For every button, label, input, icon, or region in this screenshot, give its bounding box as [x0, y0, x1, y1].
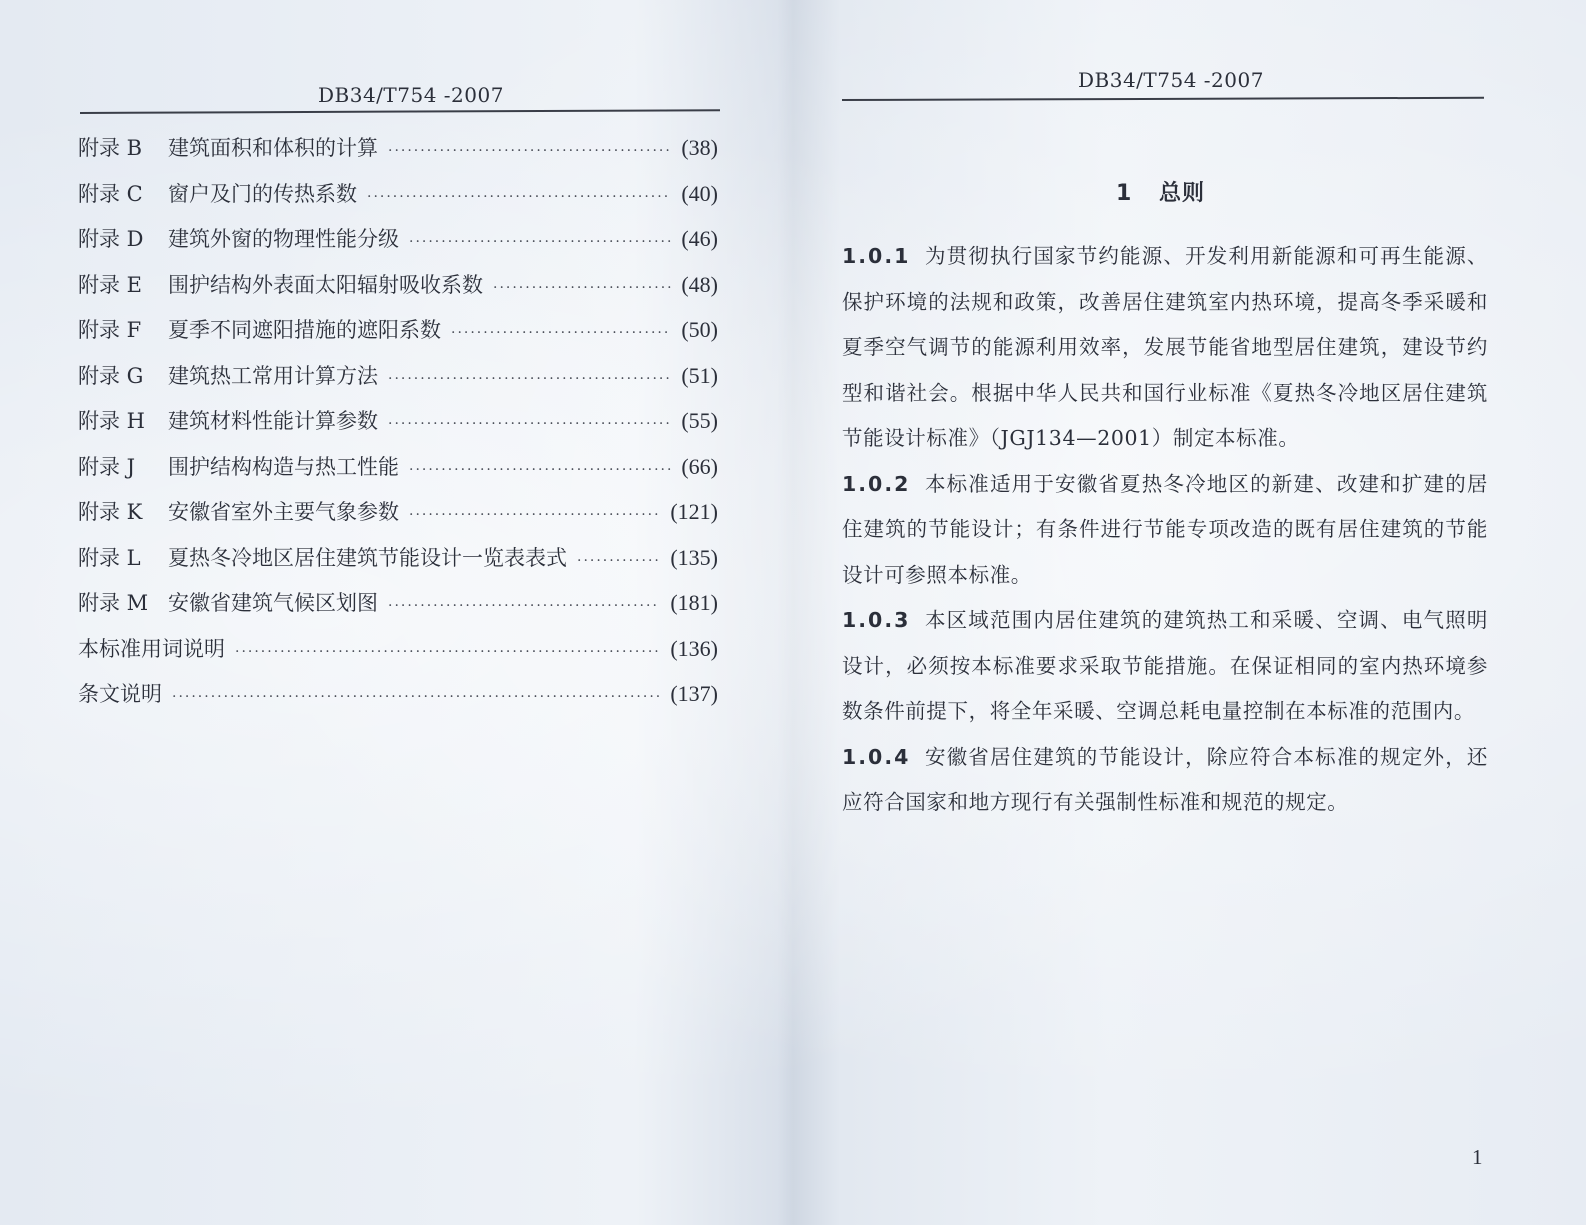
right-page	[800, 0, 1586, 1225]
table-of-contents	[78, 132, 718, 724]
toc-leader-dots	[451, 325, 671, 341]
toc-entry-key: 附录 F	[78, 318, 142, 342]
clause	[842, 598, 1488, 735]
running-head: DB34/T754 -2007	[1078, 68, 1264, 92]
toc-leader-dots	[172, 689, 660, 705]
toc-entry[interactable]	[78, 178, 718, 224]
toc-entry[interactable]	[78, 678, 718, 724]
toc-entry-title: 条文说明	[78, 682, 162, 706]
toc-entry-key: 附录 G	[78, 363, 144, 388]
toc-entry-title: 窗户及门的传热系数	[168, 181, 357, 206]
clause-text: 本标准适用于安徽省夏热冬冷地区的新建、改建和扩建的居住建筑的节能设计；有条件进行节能专项改造的既有居住建筑的节能设计可参照本标准。	[842, 471, 1488, 587]
clause-number: 1.0.3	[842, 608, 911, 632]
toc-entry-title: 本标准用词说明	[78, 636, 225, 661]
toc-entry-key: 附录 K	[78, 500, 143, 524]
toc-entry-label	[78, 314, 441, 344]
toc-entry-label	[78, 587, 378, 617]
toc-leader-dots	[388, 416, 671, 432]
clause-text: 本区域范围内居住建筑的建筑热工和采暖、空调、电气照明设计，必须按本标准要求采取节能措施。在保证相同的室内热环境参数条件前提下，将全年采暖、空调总耗电量控制在本标准的范围内。	[842, 608, 1488, 723]
header-rule	[842, 97, 1484, 101]
toc-leader-dots	[409, 234, 671, 250]
toc-entry[interactable]	[78, 451, 718, 497]
clause	[842, 462, 1488, 599]
toc-entry-page: (48)	[681, 271, 718, 297]
toc-entry-page: (55)	[681, 408, 718, 433]
toc-entry[interactable]	[78, 405, 718, 451]
toc-entry-page: (136)	[670, 635, 718, 661]
toc-entry-title: 建筑面积和体积的计算	[168, 136, 378, 160]
toc-entry-page: (51)	[681, 362, 718, 388]
clause-number: 1.0.2	[842, 471, 911, 496]
toc-leader-dots	[388, 598, 660, 614]
toc-entry-title: 夏季不同遮阳措施的遮阳系数	[168, 318, 441, 342]
toc-entry[interactable]	[78, 587, 718, 633]
toc-entry-label	[78, 678, 162, 708]
toc-entry-key: 附录 E	[78, 272, 143, 297]
toc-entry-label	[78, 496, 399, 526]
toc-entry-label	[78, 269, 483, 299]
toc-entry[interactable]	[78, 269, 718, 315]
toc-entry-title: 建筑材料性能计算参数	[168, 409, 378, 433]
toc-entry-title: 建筑外窗的物理性能分级	[168, 227, 399, 251]
toc-entry[interactable]	[78, 633, 718, 679]
clause-text: 为贯彻执行国家节约能源、开发利用新能源和可再生能源、保护环境的法规和政策，改善居住建筑室内热环境，提高冬季采暖和夏季空气调节的能源利用效率，发展节能省地型居住建筑，建设节约型和谐社会。根据中华人民共和国行业标准《夏热冬冷地区居住建筑节能设计标准》（JGJ134—2001）制定本标准。	[842, 244, 1488, 450]
clause-number: 1.0.1	[842, 244, 911, 268]
toc-entry-label	[78, 633, 225, 663]
toc-entry-label	[78, 132, 378, 162]
toc-entry-label	[78, 451, 399, 481]
toc-entry-key: 附录 H	[78, 409, 145, 433]
toc-entry-page: (40)	[681, 180, 718, 206]
toc-entry[interactable]	[78, 360, 718, 406]
toc-entry-key: 附录 B	[78, 136, 143, 160]
chapter-body	[842, 234, 1488, 826]
toc-entry-page: (135)	[670, 544, 718, 570]
clause-text: 安徽省居住建筑的节能设计，除应符合本标准的规定外，还应符合国家和地方现行有关强制性标准和规范的规定。	[842, 744, 1488, 814]
toc-entry-title: 围护结构构造与热工性能	[168, 454, 399, 479]
toc-entry-key: 附录 L	[78, 545, 141, 570]
toc-entry-page: (181)	[670, 590, 718, 615]
chapter-title: 1 总则	[1116, 181, 1205, 206]
toc-entry-label	[78, 360, 378, 390]
clause-number: 1.0.4	[842, 744, 911, 769]
toc-entry-label	[78, 542, 567, 572]
toc-entry-page: (66)	[681, 453, 718, 479]
toc-entry-title: 安徽省室外主要气象参数	[168, 500, 399, 524]
toc-entry-title: 夏热冬冷地区居住建筑节能设计一览表表式	[168, 545, 567, 570]
toc-leader-dots	[577, 553, 660, 569]
toc-leader-dots	[388, 143, 671, 159]
toc-leader-dots	[367, 189, 671, 205]
toc-entry-label	[78, 178, 357, 208]
left-page	[0, 0, 780, 1225]
header-rule	[80, 109, 720, 114]
toc-entry-title: 围护结构外表面太阳辐射吸收系数	[168, 272, 483, 297]
running-head: DB34/T754 -2007	[318, 83, 504, 107]
page-number: 1	[1472, 1145, 1483, 1169]
toc-entry-page: (38)	[681, 135, 718, 160]
toc-leader-dots	[409, 462, 671, 478]
toc-entry-key: 附录 D	[78, 227, 144, 251]
toc-entry[interactable]	[78, 542, 718, 588]
toc-entry-page: (46)	[681, 226, 718, 251]
toc-entry-page: (137)	[670, 681, 718, 706]
toc-leader-dots	[235, 644, 660, 660]
toc-entry[interactable]	[78, 314, 718, 360]
toc-entry-label	[78, 223, 399, 253]
toc-entry[interactable]	[78, 223, 718, 269]
toc-leader-dots	[493, 280, 671, 296]
toc-entry-title: 建筑热工常用计算方法	[168, 363, 378, 388]
toc-entry[interactable]	[78, 132, 718, 178]
toc-entry-label	[78, 405, 378, 435]
toc-entry-key: 附录 C	[78, 181, 143, 206]
toc-entry-key: 附录 M	[78, 591, 149, 615]
toc-entry-key: 附录 J	[78, 454, 136, 479]
toc-entry[interactable]	[78, 496, 718, 542]
toc-leader-dots	[388, 371, 671, 387]
toc-entry-title: 安徽省建筑气候区划图	[168, 591, 378, 615]
toc-leader-dots	[409, 507, 660, 523]
clause	[842, 234, 1488, 462]
toc-entry-page: (121)	[670, 499, 718, 524]
clause	[842, 735, 1488, 826]
toc-entry-page: (50)	[681, 317, 718, 342]
